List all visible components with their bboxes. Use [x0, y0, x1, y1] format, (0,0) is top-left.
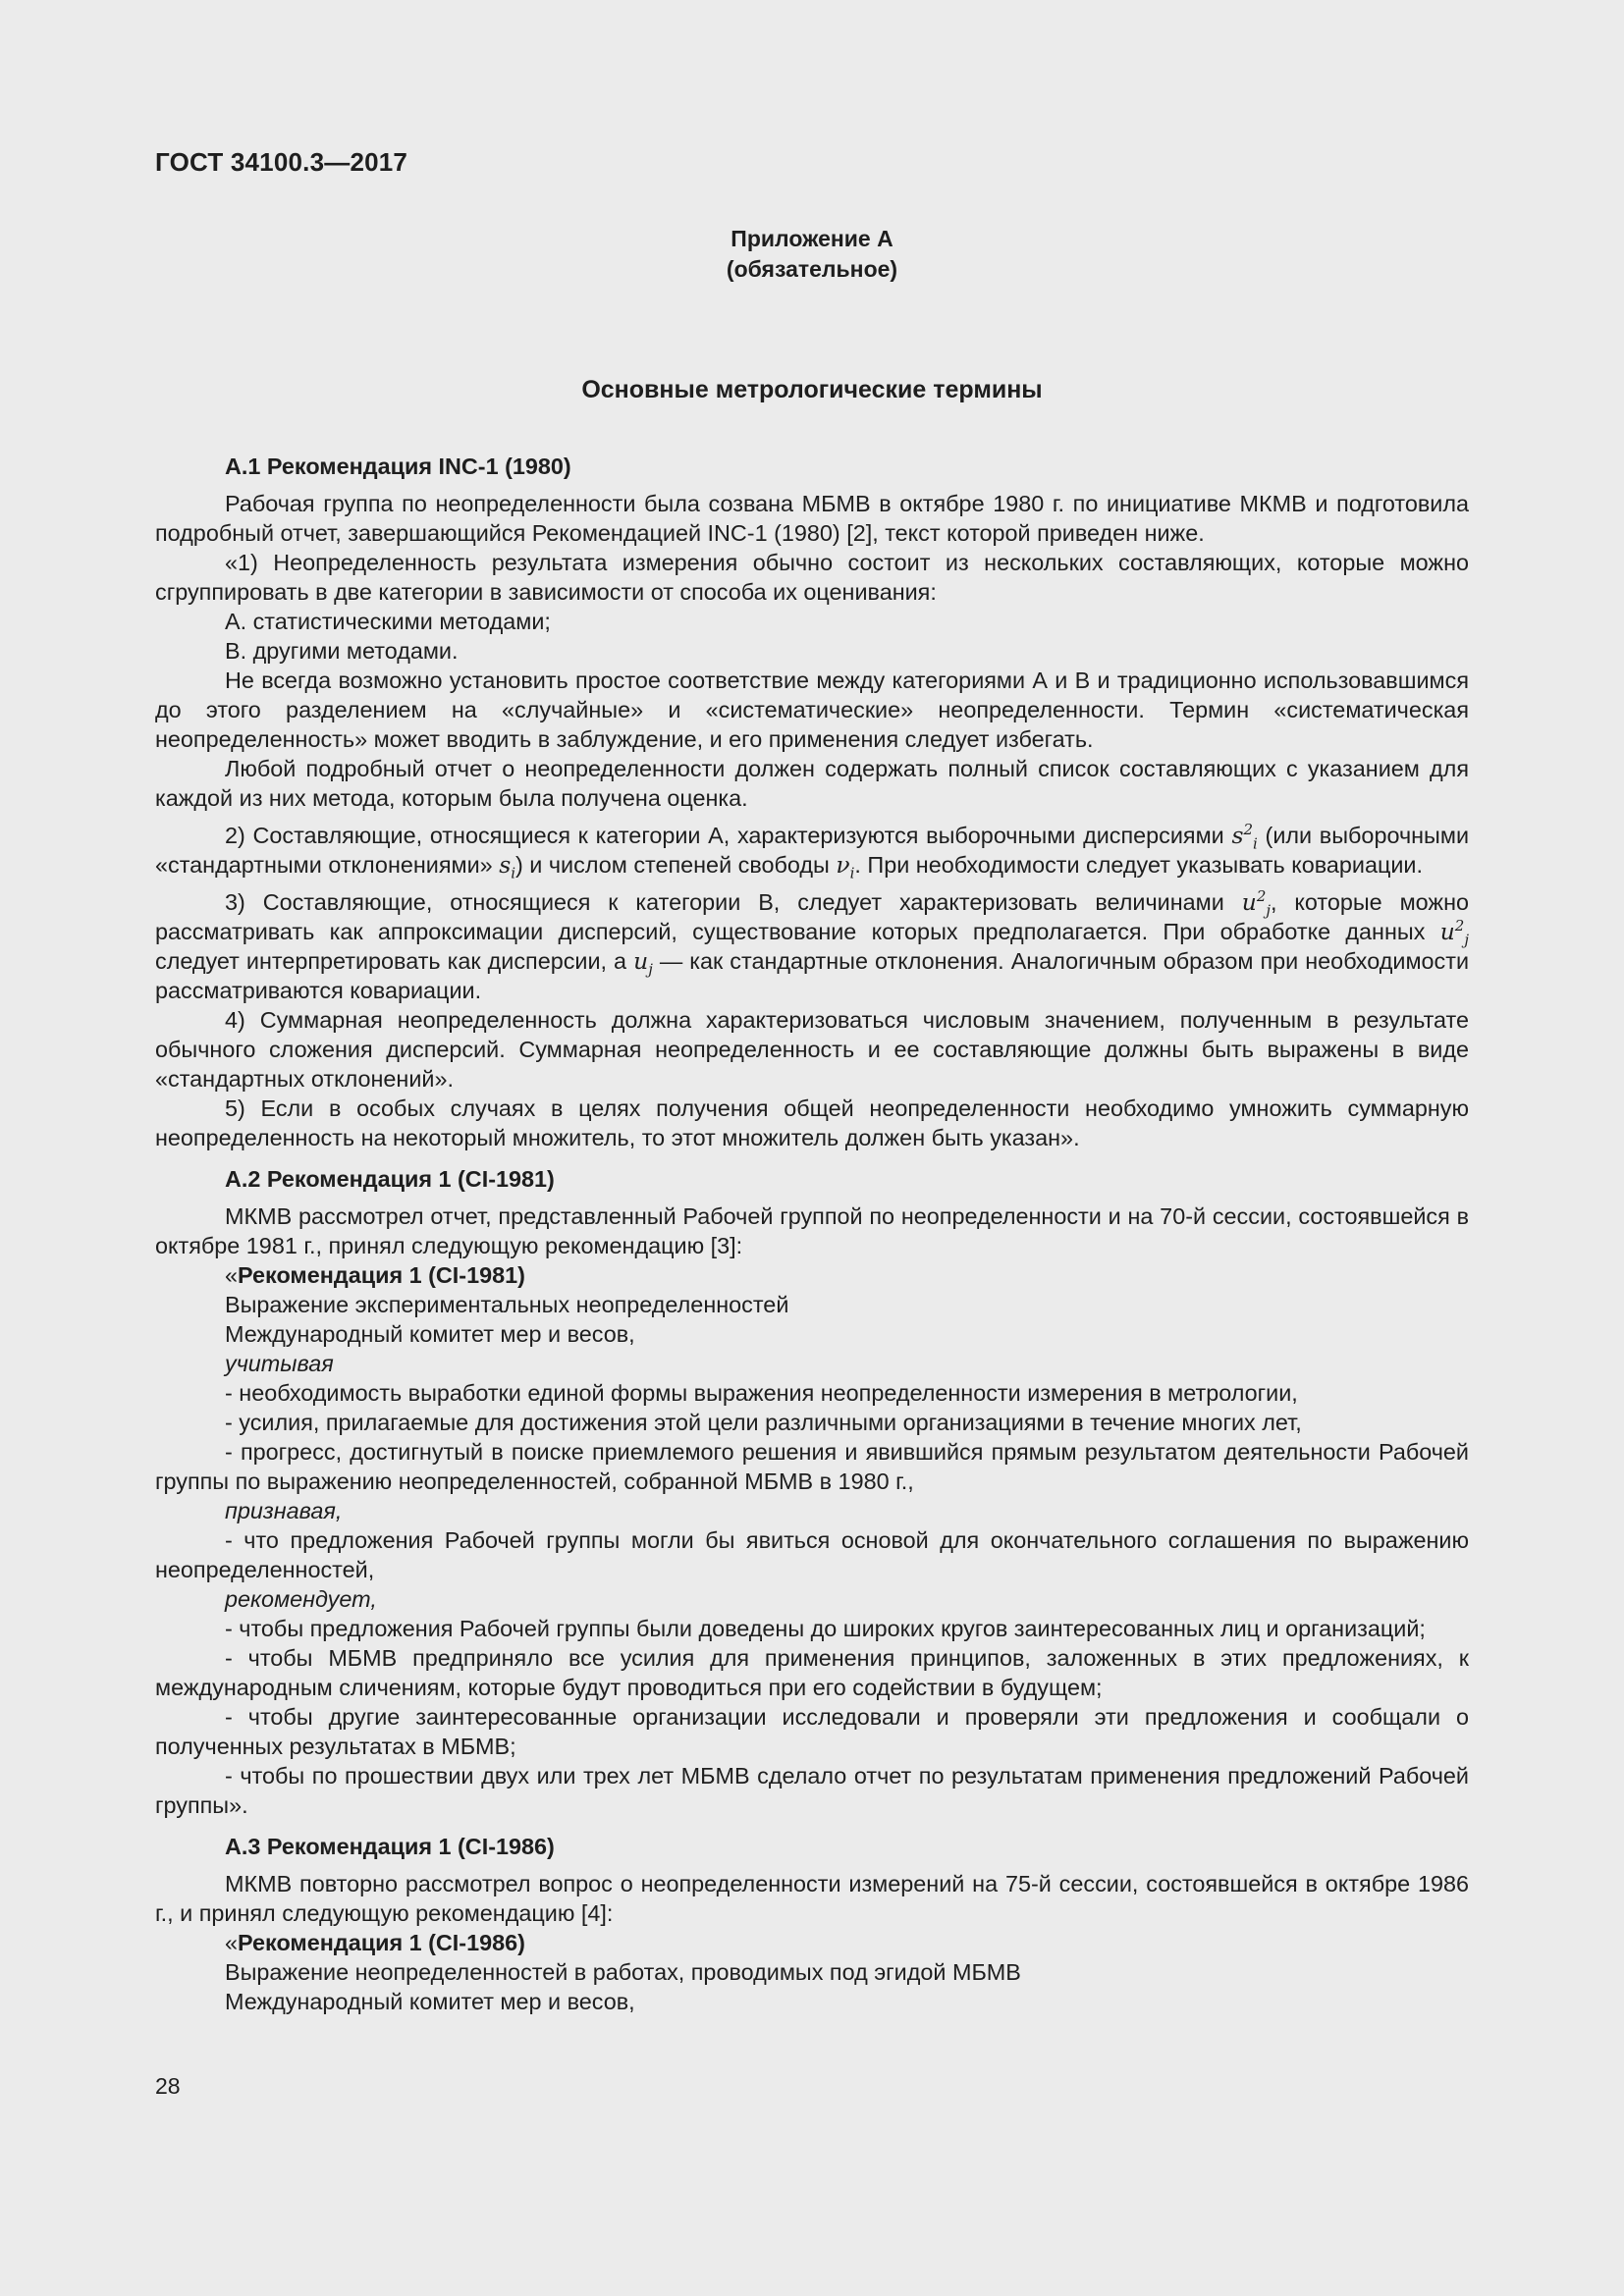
list-item: - чтобы МБМВ предприняло все усилия для применения принципов, заложенных в этих предложениях, к международным сличениям, которые будут проводиться при его содействии в будущем; — [155, 1645, 1469, 1700]
formula-u-squared: $u^2_j$ — [1241, 887, 1272, 920]
text-run: — как стандартные отклонения. Аналогичным образом при необходимости рассматриваются ковариации. — [155, 948, 1470, 1003]
a3-heading: А.3 Рекомендация 1 (CI-1986) — [225, 1834, 555, 1859]
list-item: - усилия, прилагаемые для достижения этой цели различными организациями в течение многих лет, — [225, 1410, 1302, 1435]
text-run: . При необходимости следует указывать ковариации. — [854, 852, 1423, 878]
standard-number: ГОСТ 34100.3—2017 — [155, 147, 408, 177]
text-run: ) и числом степеней свободы — [515, 852, 830, 878]
text-run: следует интерпретировать как дисперсии, а — [155, 948, 627, 974]
paragraph: Не всегда возможно установить простое соответствие между категориями А и В и традиционно использовавшимся до этого разделением на «случайные» и «систематические» неопределенности. Термин «систематическая неопределенность» может вводить в заблуждение, и его применения следует избегать. — [155, 667, 1469, 752]
paragraph: признавая, — [225, 1498, 343, 1523]
list-item: - необходимость выработки единой формы выражения неопределенности измерения в метрологии, — [225, 1380, 1298, 1406]
text-run: (или выборочными «стандартными отклонениями» — [155, 823, 1470, 878]
paragraph: МКМВ повторно рассмотрел вопрос о неопределенности измерений на 75-й сессии, состоявшейся в октябре 1986 г., и принял следующую рекомендацию [4]: — [155, 1871, 1469, 1926]
paragraph: 5) Если в особых случаях в целях получения общей неопределенности необходимо умножить суммарную неопределенность на некоторый множитель, то этот множитель должен быть указан». — [155, 1095, 1469, 1150]
paragraph: 4) Суммарная неопределенность должна характеризоваться числовым значением, полученным в результате обычного сложения дисперсий. Суммарная неопределенность и ее составляющие должны быть выражены в виде «стандартных отклонений». — [155, 1007, 1469, 1092]
paragraph: Любой подробный отчет о неопределенности должен содержать полный список составляющих с указанием для каждой из них метода, которым была получена оценка. — [155, 756, 1469, 811]
paragraph: рекомендует, — [225, 1586, 377, 1612]
formula-u-squared: $u^2_j$ — [1439, 917, 1469, 949]
list-item: - чтобы предложения Рабочей группы были доведены до широких кругов заинтересованных лиц и организаций; — [225, 1616, 1426, 1641]
list-item: - чтобы другие заинтересованные организации исследовали и проверяли эти предложения и сообщали о полученных результатах в МБМВ; — [155, 1704, 1469, 1759]
list-item: А. статистическими методами; — [225, 609, 551, 634]
recommendation-title: «Рекомендация 1 (CI-1986) — [225, 1930, 525, 1955]
paragraph: учитывая — [225, 1351, 334, 1376]
paragraph: МКМВ рассмотрел отчет, представленный Рабочей группой по неопределенности и на 70-й сессии, состоявшейся в октябре 1981 г., принял следующую рекомендацию [3]: — [155, 1203, 1469, 1258]
formula-s: $s_i$ — [499, 851, 516, 882]
list-item: - что предложения Рабочей группы могли бы явиться основой для окончательного соглашения по выражению неопределенностей, — [155, 1527, 1469, 1582]
text-run: 2) Составляющие, относящиеся к категории А, характеризуются выборочными дисперсиями — [225, 823, 1224, 848]
list-item: - чтобы по прошествии двух или трех лет МБМВ сделало отчет по результатам применения предложений Рабочей группы». — [155, 1763, 1469, 1818]
paragraph: Международный комитет мер и весов, — [225, 1321, 635, 1347]
a2-heading: А.2 Рекомендация 1 (CI-1981) — [225, 1166, 555, 1192]
paragraph: Выражение неопределенностей в работах, проводимых под эгидой МБМВ — [225, 1959, 1021, 1985]
list-item: - прогресс, достигнутый в поиске приемлемого решения и явившийся прямым результатом деятельности Рабочей группы по выражению неопределенностей, собранной МБМВ в 1980 г., — [155, 1439, 1469, 1494]
appendix-title: Приложение А — [731, 226, 893, 251]
a1-heading: А.1 Рекомендация INC-1 (1980) — [225, 454, 571, 479]
paragraph: Международный комитет мер и весов, — [225, 1989, 635, 2014]
appendix-status: (обязательное) — [726, 256, 898, 282]
recommendation-title: «Рекомендация 1 (CI-1981) — [225, 1262, 525, 1288]
formula-u: $u_j$ — [633, 947, 653, 979]
paragraph: Выражение экспериментальных неопределенностей — [225, 1292, 789, 1317]
paragraph: «1) Неопределенность результата измерения обычно состоит из нескольких составляющих, которые можно сгруппировать в две категории в зависимости от способа их оценивания: — [155, 550, 1469, 605]
paragraph-item-3 — [155, 887, 1469, 1005]
text-run: 3) Составляющие, относящиеся к категории В, следует характеризовать величинами — [225, 889, 1224, 915]
page-number: 28 — [155, 2073, 181, 2099]
list-item: В. другими методами. — [225, 638, 459, 664]
text-run: , которые можно рассматривать как аппроксимации дисперсий, существование которых предполагается. При обработке данных — [155, 889, 1469, 944]
document-body — [155, 452, 1469, 2016]
formula-nu: $\nu_i$ — [836, 851, 855, 882]
section-title: Основные метрологические термины — [581, 376, 1043, 403]
paragraph: Рабочая группа по неопределенности была созвана МБМВ в октябре 1980 г. по инициативе МКМВ и подготовила подробный отчет, завершающийся Рекомендацией INC-1 (1980) [2], текст которой приведен ниже. — [155, 491, 1469, 546]
paragraph-item-2 — [155, 821, 1469, 880]
formula-s-squared: $s^2_i$ — [1231, 821, 1258, 853]
